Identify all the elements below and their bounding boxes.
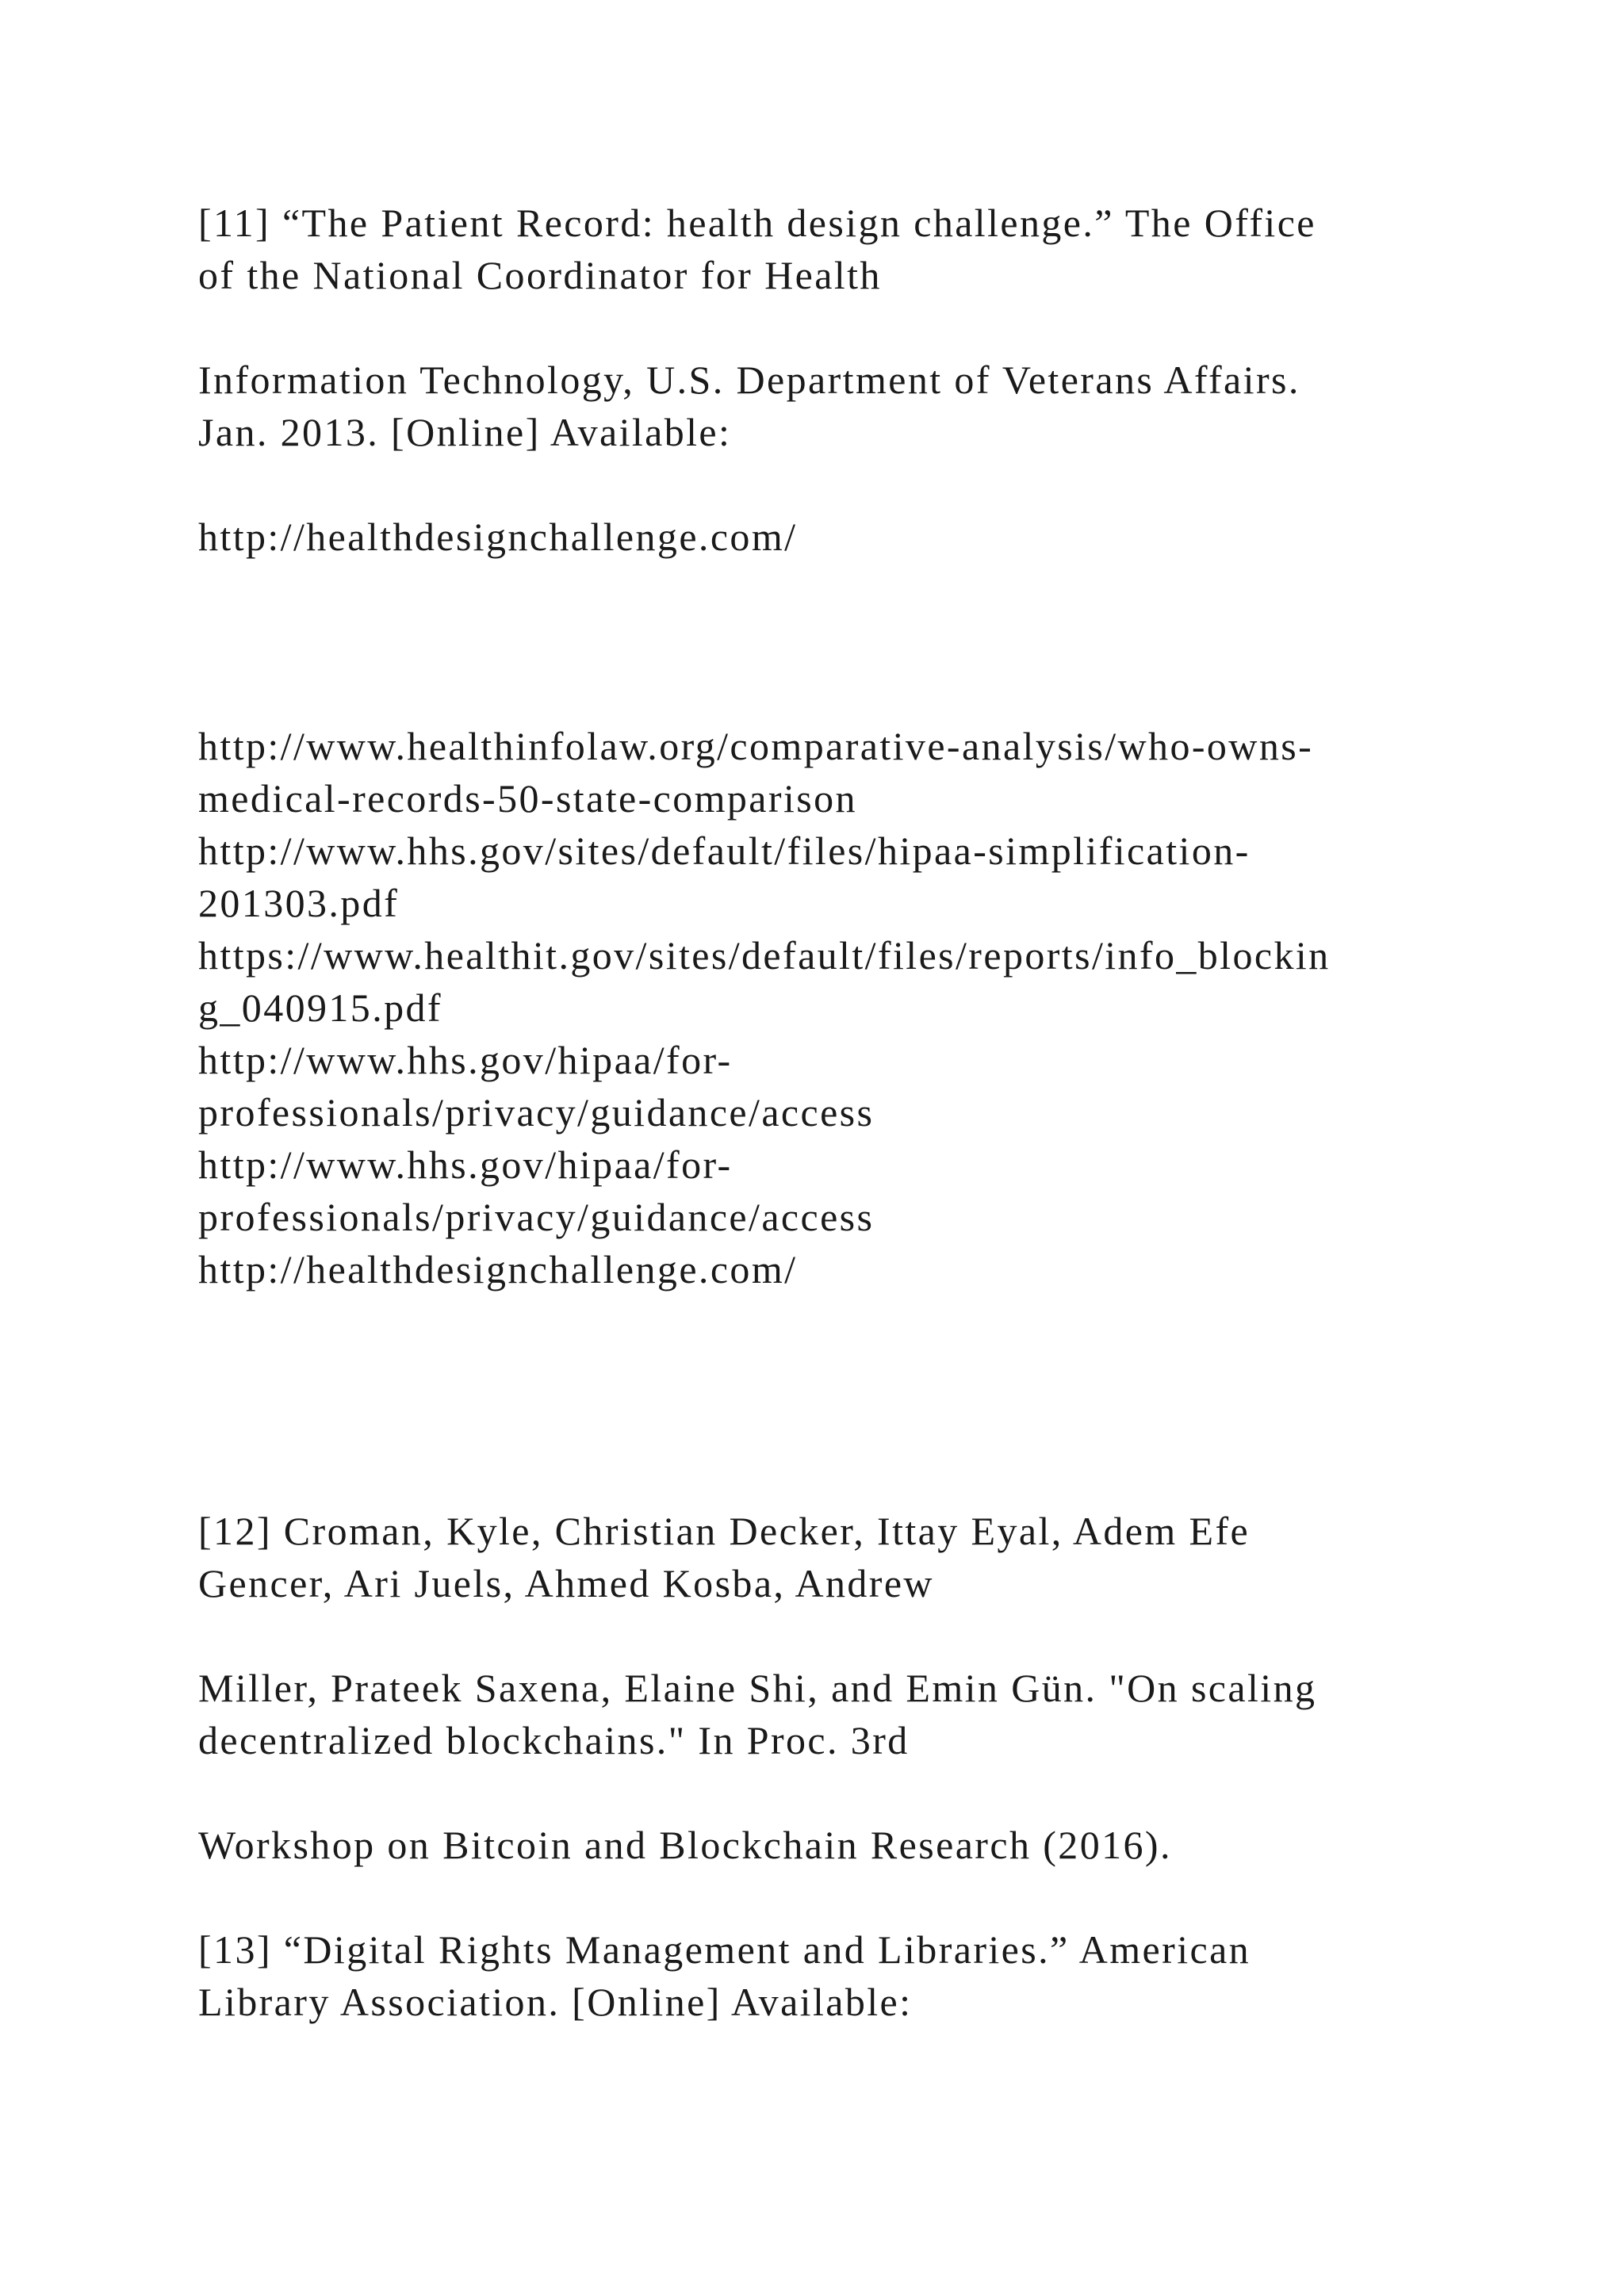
ref11-line-1: [11] “The Patient Record: health design challenge.” The Office xyxy=(198,201,1316,245)
ref11-line-2: of the National Coordinator for Health xyxy=(198,253,882,297)
url-line: https://www.healthit.gov/sites/default/files/reports/info_blockin xyxy=(198,933,1331,978)
ref12-line-4: decentralized blockchains." In Proc. 3rd xyxy=(198,1718,910,1762)
ref11-line-4: Jan. 2013. [Online] Available: xyxy=(198,410,732,454)
ref12-line-2: Gencer, Ari Juels, Ahmed Kosba, Andrew xyxy=(198,1561,934,1605)
url-line: http://healthdesignchallenge.com/ xyxy=(198,1247,798,1292)
url-line: medical-records-50-state-comparison xyxy=(198,776,857,821)
url-line: professionals/privacy/guidance/access xyxy=(198,1090,875,1135)
url-line: g_040915.pdf xyxy=(198,985,442,1030)
url-line: http://www.hhs.gov/sites/default/files/hipaa-simplification- xyxy=(198,828,1251,873)
ref12-line-1: [12] Croman, Kyle, Christian Decker, Ittay Eyal, Adem Efe xyxy=(198,1509,1251,1553)
ref12-line-5: Workshop on Bitcoin and Blockchain Research (2016). xyxy=(198,1823,1172,1867)
url-line: http://www.hhs.gov/hipaa/for- xyxy=(198,1038,733,1082)
ref11-url: http://healthdesignchallenge.com/ xyxy=(198,515,798,559)
url-line: 201303.pdf xyxy=(198,881,400,925)
ref11-line-3: Information Technology, U.S. Department of Veterans Affairs. xyxy=(198,358,1300,402)
ref13-line-2: Library Association. [Online] Available: xyxy=(198,1980,913,2024)
url-line: professionals/privacy/guidance/access xyxy=(198,1195,875,1239)
url-line: http://www.hhs.gov/hipaa/for- xyxy=(198,1142,733,1187)
ref12-line-3: Miller, Prateek Saxena, Elaine Shi, and Emin Gün. "On scaling xyxy=(198,1666,1317,1710)
url-line: http://www.healthinfolaw.org/comparative-analysis/who-owns- xyxy=(198,724,1314,768)
ref13-line-1: [13] “Digital Rights Management and Libraries.” American xyxy=(198,1927,1251,1972)
